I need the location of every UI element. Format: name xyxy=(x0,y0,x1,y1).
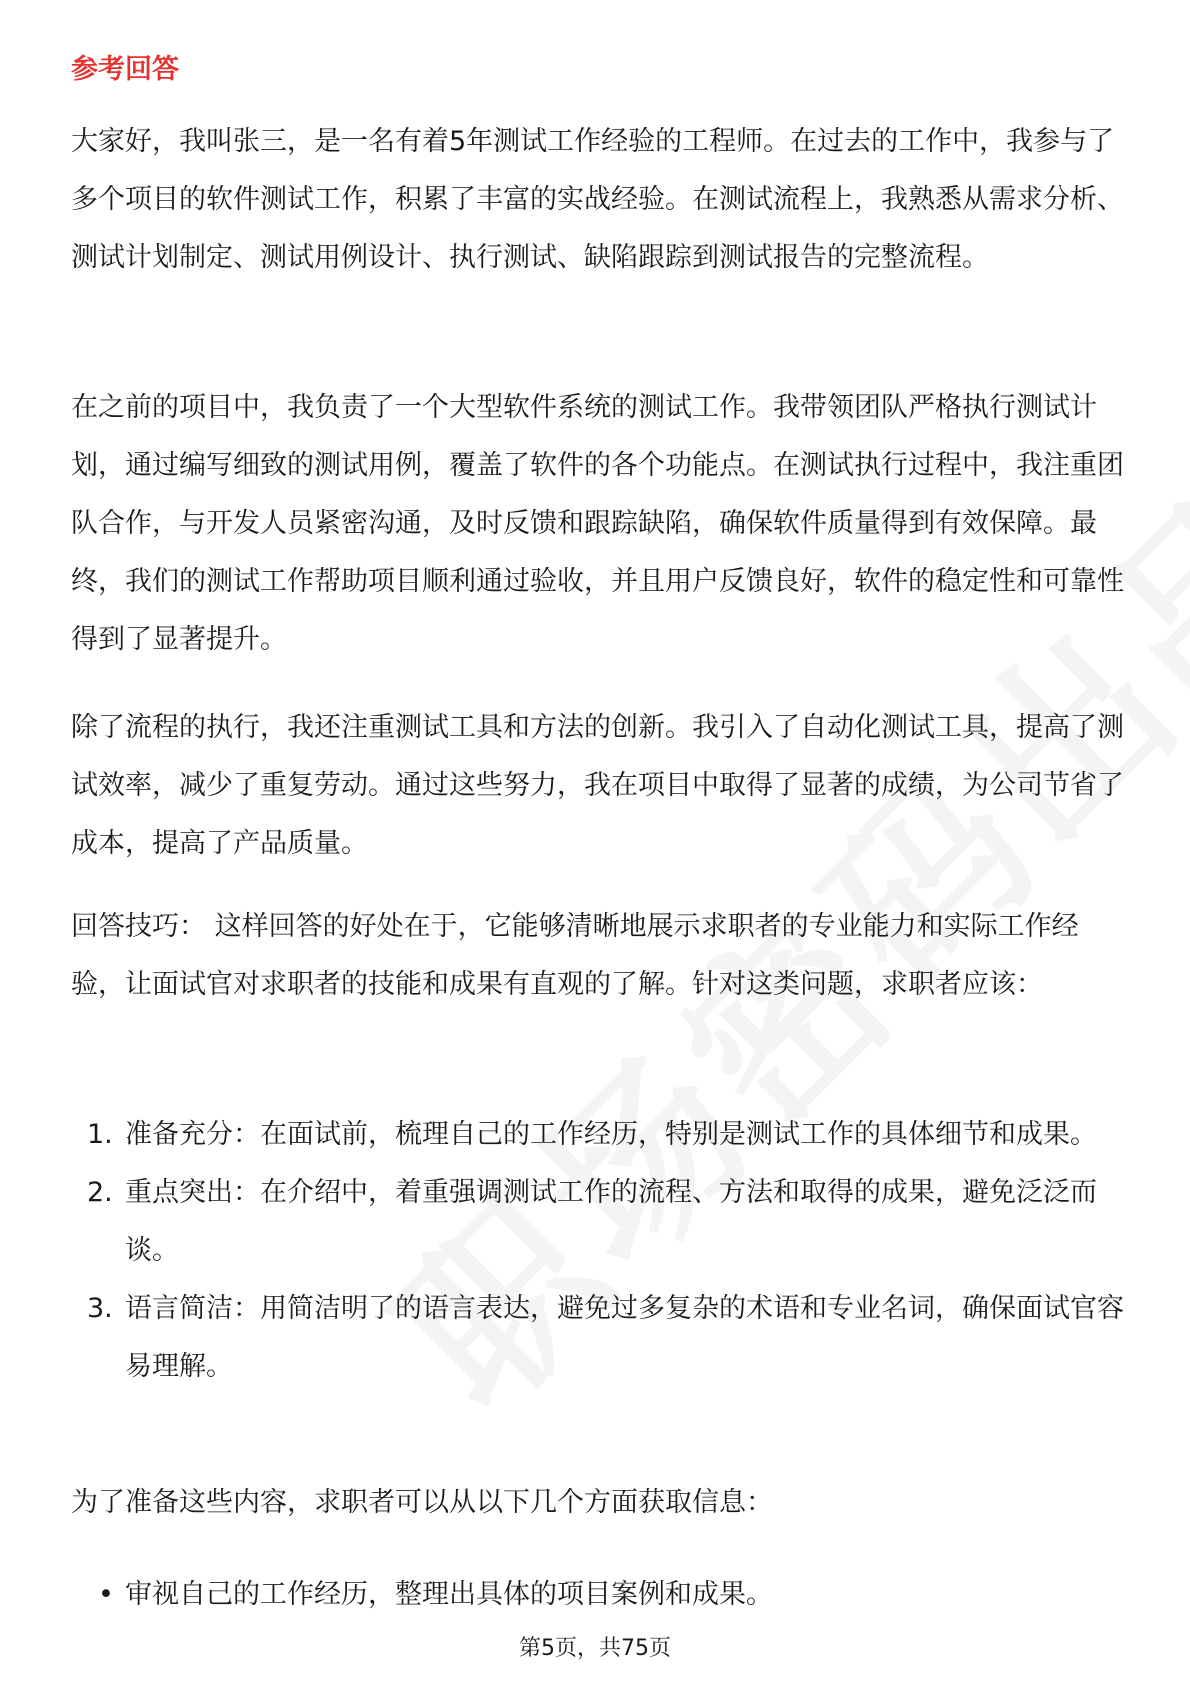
paragraph-innovation: 除了流程的执行，我还注重测试工具和方法的创新。我引入了自动化测试工具，提高了测试效率，减少了重复劳动。通过这些努力，我在项目中取得了显著的成绩，为公司节省了成本，提高了产品质量。 xyxy=(71,712,1124,859)
section-title: 参考回答 xyxy=(71,54,179,85)
list-item-text: 语言简洁：用简洁明了的语言表达，避免过多复杂的术语和专业名词，确保面试官容易理解。 xyxy=(125,1293,1124,1382)
bullet-icon: • xyxy=(98,1579,114,1610)
page-footer: 第5页，共75页 xyxy=(519,1636,671,1661)
paragraph-project: 在之前的项目中，我负责了一个大型软件系统的测试工作。我带领团队严格执行测试计划，通过编写细致的测试用例，覆盖了软件的各个功能点。在测试执行过程中，我注重团队合作，与开发人员紧密沟通，及时反馈和跟踪缺陷，确保软件质量得到有效保障。最终，我们的测试工作帮助项目顺利通过验收，并且用户反馈良好，软件的稳定性和可靠性得到了显著提升。 xyxy=(71,392,1124,655)
tips-list xyxy=(71,1106,1126,1396)
list-item xyxy=(71,1164,1126,1280)
paragraph-tips: 回答技巧： 这样回答的好处在于，它能够清晰地展示求职者的专业能力和实际工作经验，让面试官对求职者的技能和成果有直观的了解。针对这类问题，求职者应该： xyxy=(71,911,1079,1000)
list-number: 3. xyxy=(87,1293,113,1324)
list-item xyxy=(71,1566,1126,1624)
list-number: 2. xyxy=(87,1177,113,1208)
paragraph-intro: 大家好，我叫张三，是一名有着5年测试工作经验的工程师。在过去的工作中，我参与了多个项目的软件测试工作，积累了丰富的实战经验。在测试流程上，我熟悉从需求分析、测试计划制定、测试用例设计、执行测试、缺陷跟踪到测试报告的完整流程。 xyxy=(71,126,1124,273)
paragraph-closing: 为了准备这些内容，求职者可以从以下几个方面获取信息： xyxy=(71,1487,773,1518)
list-item-text: 准备充分：在面试前，梳理自己的工作经历，特别是测试工作的具体细节和成果。 xyxy=(125,1119,1097,1150)
list-number: 1. xyxy=(87,1119,113,1150)
list-item-text: 重点突出：在介绍中，着重强调测试工作的流程、方法和取得的成果，避免泛泛而谈。 xyxy=(125,1177,1097,1266)
list-item-text: 审视自己的工作经历，整理出具体的项目案例和成果。 xyxy=(125,1579,773,1610)
list-item xyxy=(71,1280,1126,1396)
list-item xyxy=(71,1106,1126,1164)
bullet-list xyxy=(71,1566,1126,1624)
